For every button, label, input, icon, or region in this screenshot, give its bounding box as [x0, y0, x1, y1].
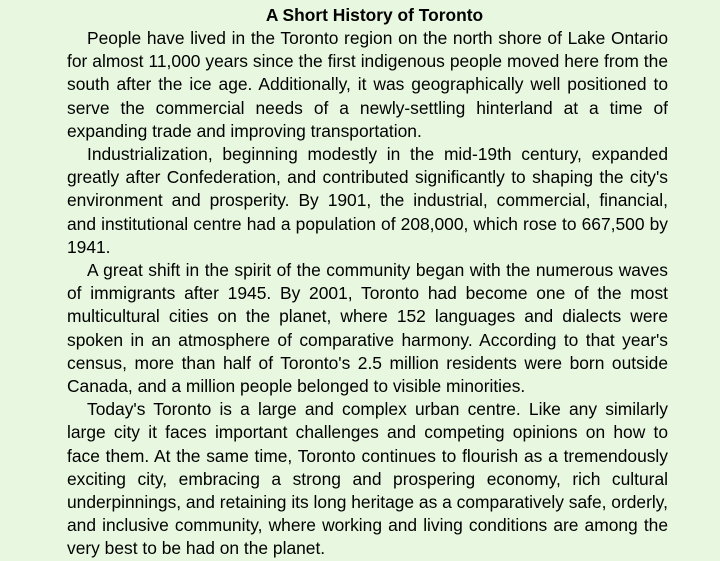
document-title: A Short History of Toronto — [265, 5, 484, 25]
paragraph-1: People have lived in the Toronto region on the north shore of Lake Ontario for almost 11,000 years since the first indigenous people moved here from the south after the ice age. Additionally, it was geographically well positioned to serve the commercial needs of a newly-settling hinterland at a time of expanding trade and improving transportation. — [67, 28, 668, 141]
paragraph-4: Today's Toronto is a large and complex urban centre. Like any similarly large city it faces important challenges and competing opinions on how to face them. At the same time, Toronto continues to flourish as a tremendously exciting city, embracing a strong and prospering economy, rich cultural underpinnings, and retaining its long heritage as a comparatively safe, orderly, and inclusive community, where working and living conditions are among the very best to be had on the planet. — [67, 399, 668, 559]
paragraph-3: A great shift in the spirit of the community began with the numerous waves of immigrants after 1945. By 2001, Toronto had become one of the most multicultural cities on the planet, where 152 languages and dialects were spoken in an atmosphere of comparative harmony. According to that year's census, more than half of Toronto's 2.5 million residents were born outside Canada, and a million people belonged to visible minorities. — [67, 260, 668, 397]
paragraph-2: Industrialization, beginning modestly in the mid-19th century, expanded greatly after Confederation, and contributed significantly to shaping the city's environment and prosperity. By 1901, the industrial, commercial, financial, and institutional centre had a population of 208,000, which rose to 667,500 by 1941. — [67, 144, 668, 257]
